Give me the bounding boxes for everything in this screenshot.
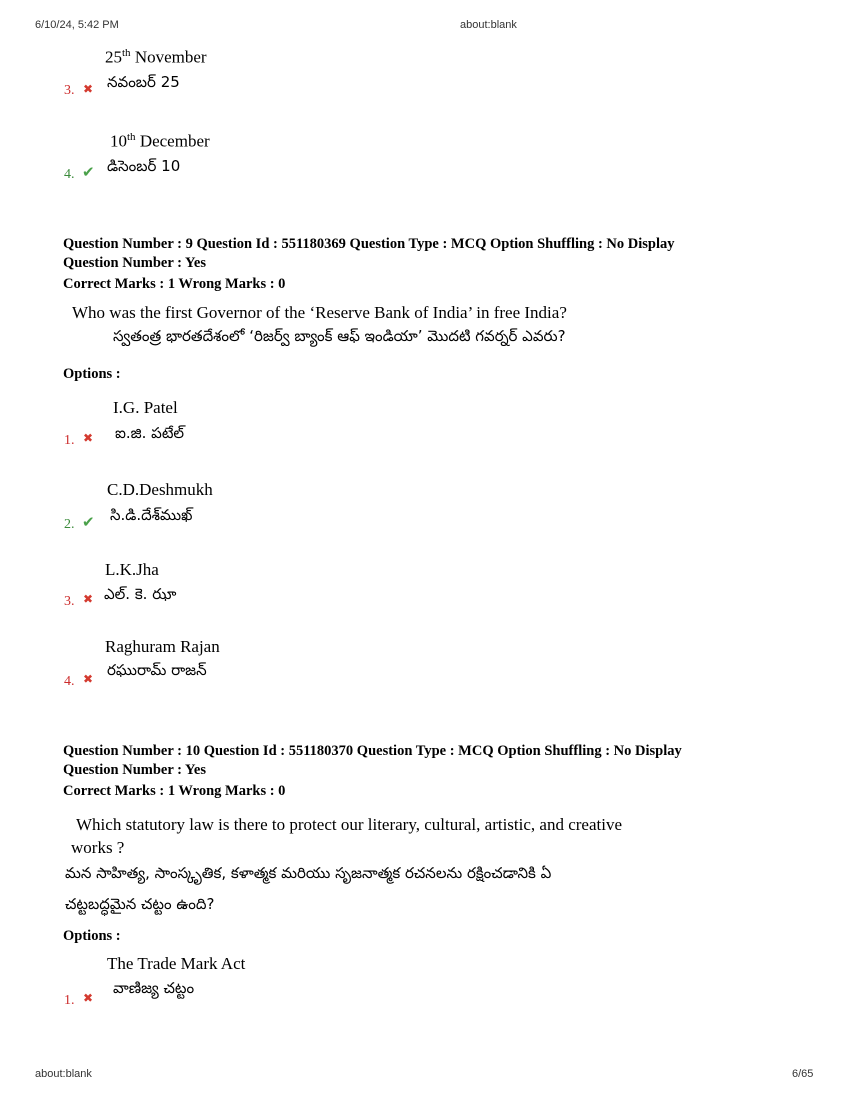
q9-options-label: Options : [63,366,121,382]
q9-marks: Correct Marks : 1 Wrong Marks : 0 [63,276,286,292]
q10-option-1-te: వాణిజ్య చట్టం [113,979,195,997]
q10-question-en-line1: Which statutory law is there to protect our literary, cultural, artistic, and creative [76,815,622,834]
print-title: about:blank [460,19,517,31]
q9-option-4-te: రఘురామ్ రాజన్ [107,661,207,679]
q9-option-3-number: 3. [64,594,75,609]
q10-question-te-line2: చట్టబద్ధమైన చట్టం ఉంది? [65,895,215,913]
correct-mark-icon: ✔ [82,513,95,531]
prev-option-4-number: 4. [64,167,75,182]
prev-option-4-te: డిసెంబర్ 10 [107,157,181,175]
q9-option-4-number: 4. [64,674,75,689]
wrong-mark-icon: ✖ [83,431,94,445]
q10-meta-line2: Question Number : Yes [63,762,206,778]
q10-question-te-line1: మన సాహిత్య, సాంస్కృతిక, కళాత్మక మరియు సృజనాత్మక రచనలను రక్షించడానికి ఏ [65,864,552,882]
wrong-mark-icon: ✖ [83,592,94,606]
q9-option-2-number: 2. [64,517,75,532]
q9-option-3-te: ఎల్. కె. ఝా [104,585,177,603]
prev-option-4-en: 10th December [110,131,210,151]
wrong-mark-icon: ✖ [83,991,94,1005]
prev-option-3-en: 25th November [105,47,207,67]
q9-option-2-te: సి.డి.దేశ్‌ముఖ్ [110,506,193,524]
q9-option-4-en: Raghuram Rajan [105,637,220,656]
wrong-mark-icon: ✖ [83,82,94,96]
q10-option-1-number: 1. [64,993,75,1008]
q9-question-te: స్వతంత్ర భారతదేశంలో ‘రిజర్వ్ బ్యాంక్ ఆఫ్ ఇండియా’ మొదటి గవర్నర్ ఎవరు? [113,327,566,345]
q9-option-1-te: ఐ.జి. పటేల్ [115,424,185,442]
footer-url: about:blank [35,1068,92,1080]
q9-option-1-en: I.G. Patel [113,398,178,417]
prev-option-3-te: నవంబర్ 25 [107,73,180,91]
q10-marks: Correct Marks : 1 Wrong Marks : 0 [63,783,286,799]
q9-meta-line1: Question Number : 9 Question Id : 551180369 Question Type : MCQ Option Shuffling : No Display [63,236,675,252]
q9-option-3-en: L.K.Jha [105,560,159,579]
q9-option-1-number: 1. [64,433,75,448]
q9-option-2-en: C.D.Deshmukh [107,480,213,499]
prev-option-3-number: 3. [64,83,75,98]
q10-options-label: Options : [63,928,121,944]
q10-question-en-line2: works ? [71,838,125,857]
q10-option-1-en: The Trade Mark Act [107,954,246,973]
correct-mark-icon: ✔ [82,163,95,181]
q9-question-en: Who was the first Governor of the ‘Reserve Bank of India’ in free India? [72,303,567,322]
q10-meta-line1: Question Number : 10 Question Id : 551180370 Question Type : MCQ Option Shuffling : No Display [63,743,682,759]
page-number: 6/65 [792,1068,814,1080]
print-datetime: 6/10/24, 5:42 PM [35,19,119,31]
wrong-mark-icon: ✖ [83,672,94,686]
q9-meta-line2: Question Number : Yes [63,255,206,271]
